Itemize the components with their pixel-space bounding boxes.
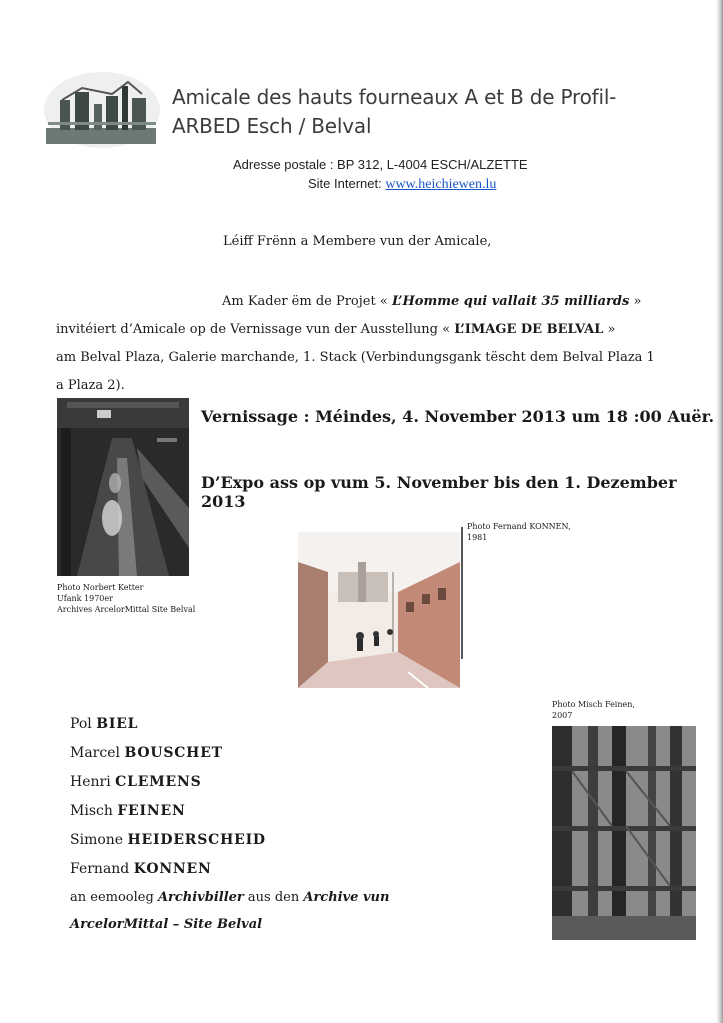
artist-item [70, 855, 266, 884]
paragraph-line-1 [56, 288, 676, 316]
caption-line: Photo Norbert Ketter [57, 583, 144, 592]
artist-last-name: CLEMENS [115, 774, 202, 790]
website-line [308, 176, 496, 193]
artist-item [70, 710, 266, 739]
archive-line-1 [70, 884, 389, 911]
artist-last-name: HEIDERSCHEID [127, 832, 266, 848]
caption-line: Photo Fernand KONNEN, [467, 522, 571, 531]
caption-line: 2007 [552, 711, 573, 720]
project-title: L’Homme qui vallait 35 milliards [391, 294, 630, 309]
exhibition-title: L’IMAGE DE BELVAL [454, 322, 604, 337]
photo-misch-feinen [552, 726, 696, 940]
page-edge-shadow [716, 0, 723, 1023]
artist-item [70, 797, 266, 826]
artist-last-name: BIEL [96, 716, 139, 732]
photo3-caption [552, 699, 635, 721]
archive-line-2: ArcelorMittal – Site Belval [70, 917, 263, 932]
website-label: Site Internet: [308, 176, 386, 191]
artist-item [70, 826, 266, 855]
artist-item [70, 768, 266, 797]
artist-first-name: Henri [70, 774, 111, 790]
paragraph-line-2 [56, 316, 676, 344]
artist-item [70, 739, 266, 768]
caption-line: Photo Misch Feinen, [552, 700, 635, 709]
archive-source: Archive vun [303, 890, 390, 905]
archive-note [70, 884, 389, 938]
photo-norbert-ketter [57, 398, 189, 576]
title-line-2: ARBED Esch / Belval [172, 114, 372, 138]
artist-last-name: FEINEN [117, 803, 186, 819]
caption-line: 1981 [467, 533, 488, 542]
invitation-text: invitéiert d’Amicale op de Vernissage vun der Ausstellung « [56, 322, 455, 337]
artist-first-name: Simone [70, 832, 124, 848]
photo2-frame-line [461, 527, 463, 659]
photo-fernand-konnen [298, 532, 460, 688]
artist-first-name: Pol [70, 716, 92, 732]
vernissage-date: Vernissage : Méindes, 4. November 2013 um 18 :00 Auër. [201, 407, 715, 426]
amicale-title [172, 83, 702, 141]
artist-first-name: Marcel [70, 745, 120, 761]
quote-close: » [629, 294, 642, 309]
blast-furnace-logo [42, 70, 160, 150]
invitation-paragraph [56, 288, 676, 400]
paragraph-line-4: a Plaza 2). [56, 378, 125, 393]
photo1-caption [57, 582, 195, 615]
paragraph-line-3: am Belval Plaza, Galerie marchande, 1. Stack (Verbindungsgank tëscht dem Belval Plaza 1 [56, 350, 655, 365]
photo2-caption [467, 521, 571, 543]
exhibition-dates: D’Expo ass op vum 5. November bis den 1. Dezember 2013 [201, 473, 677, 511]
artist-list [70, 710, 266, 884]
caption-line: Archives ArcelorMittal Site Belval [57, 605, 196, 614]
archive-images-term: Archivbiller [157, 890, 244, 905]
postal-address: Adresse postale : BP 312, L-4004 ESCH/ALZETTE [233, 157, 528, 172]
website-link[interactable]: www.heichiewen.lu [385, 177, 497, 192]
artist-first-name: Misch [70, 803, 113, 819]
caption-line: Ufank 1970er [57, 594, 113, 603]
title-line-1: Amicale des hauts fourneaux A et B de Profil- [172, 85, 617, 109]
greeting: Léiff Frënn a Membere vun der Amicale, [223, 234, 492, 249]
artist-last-name: KONNEN [133, 861, 212, 877]
archive-text: an eemooleg [70, 890, 158, 905]
artist-first-name: Fernand [70, 861, 130, 877]
artist-last-name: BOUSCHET [124, 745, 223, 761]
quote-close: » [603, 322, 616, 337]
archive-text: aus den [243, 890, 304, 905]
project-intro: Am Kader ëm de Projet « [222, 294, 392, 309]
